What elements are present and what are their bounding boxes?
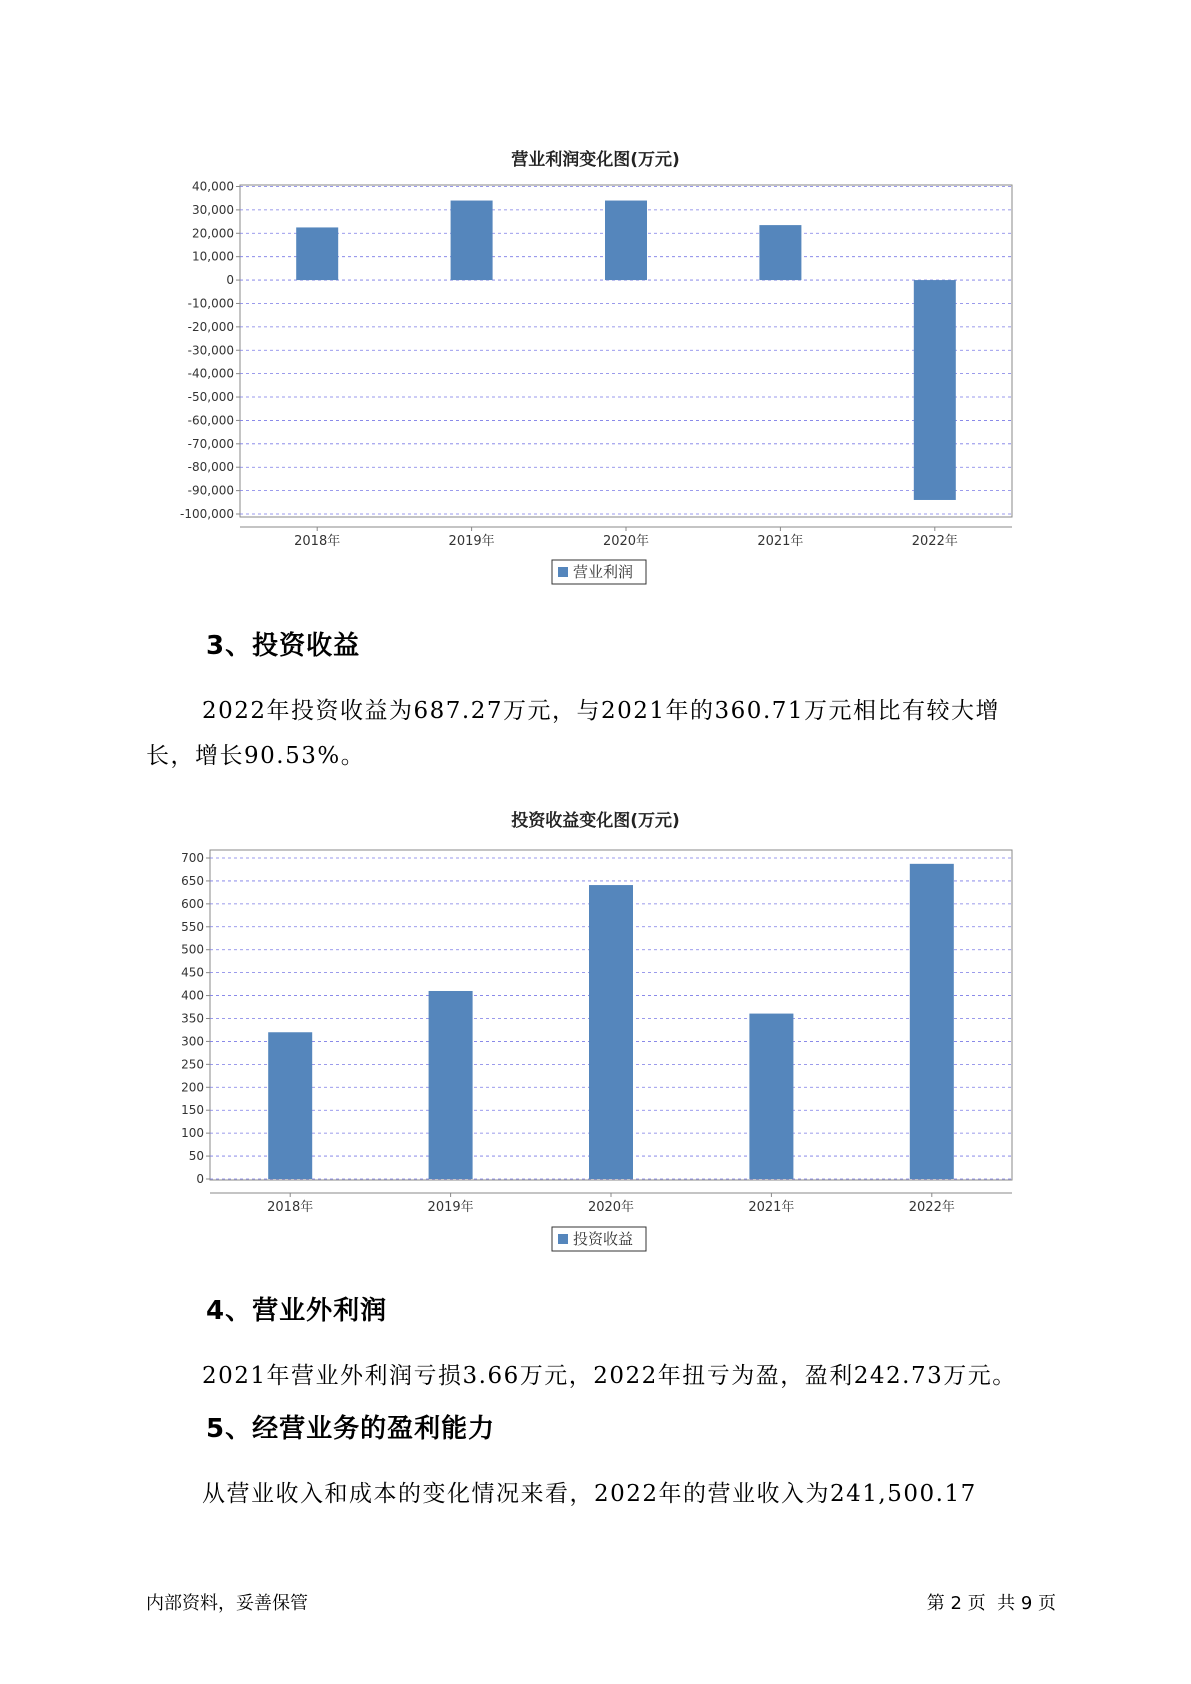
y-tick-label: 0 <box>196 1172 204 1186</box>
legend-swatch <box>558 567 568 577</box>
y-tick-label: 200 <box>181 1080 204 1095</box>
y-tick-label: 20,000 <box>192 226 234 241</box>
legend <box>552 1227 646 1251</box>
operating-profit-chart <box>0 0 1191 600</box>
y-tick-label: 650 <box>181 873 204 888</box>
bar <box>268 1032 312 1179</box>
x-tick-label: 2021年 <box>748 1200 795 1215</box>
bar <box>296 227 338 280</box>
x-tick-label: 2020年 <box>602 534 650 549</box>
y-tick-label: -100,000 <box>180 507 234 521</box>
bar <box>451 201 493 281</box>
legend-swatch <box>558 1234 568 1244</box>
chart2-title: 投资收益变化图(万元) <box>511 811 680 831</box>
y-tick-label: 700 <box>181 851 204 865</box>
x-tick-label: 2021年 <box>757 534 804 549</box>
y-tick-label: 30,000 <box>192 202 234 217</box>
section5-heading: 5、经营业务的盈利能力 <box>206 1414 496 1444</box>
y-tick-label: -50,000 <box>187 390 234 405</box>
y-tick-label: -80,000 <box>187 460 234 475</box>
y-tick-label: 250 <box>181 1057 204 1072</box>
y-tick-label: 300 <box>181 1034 204 1049</box>
y-tick-label: 400 <box>181 988 204 1003</box>
bar <box>749 1014 793 1179</box>
y-tick-label: 150 <box>181 1103 204 1118</box>
y-tick-label: -70,000 <box>187 436 234 451</box>
y-tick-label: -20,000 <box>187 319 234 334</box>
bar <box>914 280 956 500</box>
section3-para-line1: 2022年投资收益为687.27万元，与2021年的360.71万元相比有较大增 <box>202 698 1001 724</box>
y-tick-label: 10,000 <box>192 249 234 264</box>
x-tick-label: 2018年 <box>267 1200 314 1215</box>
y-tick-label: 40,000 <box>192 179 234 194</box>
y-tick-label: -40,000 <box>187 366 234 381</box>
x-tick-label: 2018年 <box>294 534 341 549</box>
y-tick-label: 100 <box>181 1126 204 1141</box>
investment-income-chart <box>0 800 1191 1270</box>
section4-para-line1: 2021年营业外利润亏损3.66万元，2022年扭亏为盈，盈利242.73万元。 <box>202 1363 1017 1389</box>
legend <box>552 560 646 584</box>
section5-para-line1: 从营业收入和成本的变化情况来看，2022年的营业收入为241,500.17 <box>202 1481 977 1507</box>
bar <box>605 201 647 281</box>
y-tick-label: 0 <box>226 273 234 288</box>
x-tick-label: 2019年 <box>448 534 495 549</box>
x-tick-label: 2022年 <box>908 1200 955 1215</box>
legend-label: 投资收益 <box>573 1230 634 1248</box>
y-tick-label: -90,000 <box>187 483 234 498</box>
y-tick-label: 600 <box>181 896 204 911</box>
y-tick-label: 50 <box>188 1149 204 1164</box>
bar <box>429 991 473 1179</box>
x-tick-label: 2022年 <box>911 534 958 549</box>
y-tick-label: 350 <box>181 1011 204 1026</box>
bar <box>589 885 633 1179</box>
section4-heading: 4、营业外利润 <box>206 1296 388 1326</box>
footer-page-number: 第 2 页 共 9 页 <box>926 1593 1056 1614</box>
x-tick-label: 2020年 <box>587 1200 635 1215</box>
y-tick-label: 500 <box>181 942 204 957</box>
chart1-title: 营业利润变化图(万元) <box>511 150 680 170</box>
section3-heading: 3、投资收益 <box>206 631 361 661</box>
bar <box>910 864 954 1179</box>
y-tick-label: 450 <box>181 965 204 980</box>
section3-para-line2: 长，增长90.53%。 <box>146 743 366 769</box>
bar <box>759 225 801 280</box>
legend-label: 营业利润 <box>573 563 634 581</box>
y-tick-label: -10,000 <box>187 296 234 311</box>
x-tick-label: 2019年 <box>427 1200 474 1215</box>
y-tick-label: 550 <box>181 919 204 934</box>
y-tick-label: -60,000 <box>187 413 234 428</box>
footer-confidential: 内部资料，妥善保管 <box>146 1593 308 1614</box>
y-tick-label: -30,000 <box>187 343 234 358</box>
